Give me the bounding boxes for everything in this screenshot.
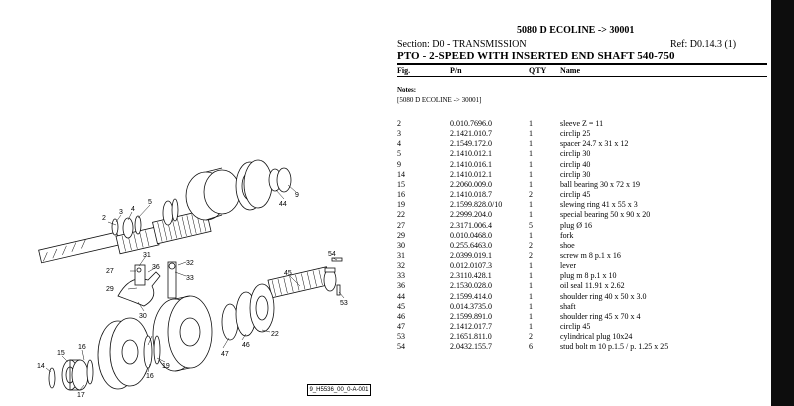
heading-rule [397,63,767,65]
part-name: plug Ø 16 [560,220,592,230]
part-number: 0.014.3735.0 [450,301,492,311]
part-number: 2.1599.828.0/10 [450,200,503,210]
part-name: spacer 24.7 x 31 x 12 [560,139,629,149]
part-fig: 16 [397,190,405,200]
callout-30: 30 [139,313,147,320]
part-fig: 46 [397,311,405,321]
ring-47 [222,304,238,340]
part-name: special bearing 50 x 90 x 20 [560,210,651,220]
part-fig: 44 [397,291,405,301]
plug-53 [337,285,340,295]
part-name: lever [560,261,576,271]
part-qty: 1 [529,291,533,301]
callout-3: 3 [119,209,123,216]
part-number: 2.1599.891.0 [450,311,492,321]
part-number: 2.1421.010.7 [450,129,492,139]
part-number: 0.010.7696.0 [450,119,492,128]
part-qty: 1 [529,169,533,179]
part-qty: 2 [529,332,533,342]
part-name: sleeve Z = 11 [560,119,604,128]
part-name: circlip 45 [560,190,591,200]
callout-15: 15 [57,350,65,357]
ring-9 [277,168,291,192]
part-qty: 1 [529,149,533,159]
ring-5 [135,216,141,234]
part-fig: 54 [397,342,405,352]
callout-5: 5 [148,199,152,206]
callout-4: 4 [131,206,135,213]
col-header-name: Name [560,66,580,75]
part-qty: 1 [529,230,533,240]
part-fig: 31 [397,250,405,260]
model-title: 5080 D ECOLINE -> 30001 [517,25,635,36]
callout-16-b: 16 [146,373,154,380]
callout-16-a: 16 [78,344,86,351]
part-qty: 1 [529,281,533,291]
part-name: fork [560,230,574,240]
part-number: 2.2060.009.0 [450,179,492,189]
part-fig: 29 [397,230,405,240]
part-name: shoulder ring 45 x 70 x 4 [560,311,641,321]
part-name: cylindrical plug 10x24 [560,332,633,342]
part-number: 2.1410.018.7 [450,190,492,200]
part-name: plug m 8 p.1 x 10 [560,271,617,281]
part-number: 2.3110.428.1 [450,271,492,281]
callout-17: 17 [77,392,85,399]
part-qty: 1 [529,322,533,331]
col-header-fig: Fig. [397,66,411,75]
part-fig: 9 [397,159,401,169]
part-fig: 4 [397,139,401,149]
part-name: circlip 25 [560,129,591,139]
part-qty: 1 [529,261,533,271]
ring-3 [112,219,118,235]
diagram-drawing [0,0,395,406]
exploded-diagram [0,0,395,406]
bearing-upper [236,160,272,210]
part-number: 2.1410.016.1 [450,159,492,169]
part-number: 2.1651.811.0 [450,332,492,342]
callout-36: 36 [152,264,160,271]
part-fig: 14 [397,169,405,179]
part-number: 2.1412.017.7 [450,322,492,331]
part-name: stud bolt m 10 p.1.5 / p. 1.25 x 25 [560,342,669,352]
col-header-pn: P/n [450,66,462,75]
part-name: shaft [560,301,576,311]
ring-16a [154,336,160,364]
part-qty: 1 [529,210,533,220]
part-qty: 1 [529,301,533,311]
part-number: 2.1410.012.1 [450,149,492,159]
part-qty: 2 [529,240,533,250]
part-number: 2.1410.012.1 [450,169,492,179]
shaft-lower [268,267,336,298]
part-fig: 19 [397,200,405,210]
reference-label: Ref: D0.14.3 (1) [670,39,737,50]
part-fig: 53 [397,332,405,342]
part-name: circlip 30 [560,169,591,179]
part-fig: 47 [397,322,405,331]
part-number: 2.1599.414.0 [450,291,492,301]
notes-text: [5080 D ECOLINE -> 30001] [397,96,482,104]
part-name: circlip 30 [560,149,591,159]
part-qty: 2 [529,250,533,260]
callout-54: 54 [328,251,336,258]
part-qty: 6 [529,342,533,352]
part-qty: 1 [529,159,533,169]
notes-label: Notes: [397,86,417,94]
bearing-15 [62,360,88,390]
part-fig: 27 [397,220,405,230]
callout-22: 22 [271,331,279,338]
callout-31: 31 [143,252,151,259]
part-number: 2.3171.006.4 [450,220,492,230]
part-name: screw m 8 p.1 x 16 [560,250,621,260]
part-qty: 1 [529,129,533,139]
callout-33: 33 [186,275,194,282]
part-qty: 1 [529,179,533,189]
part-qty: 1 [529,271,533,281]
ring-19 [144,336,152,368]
figure-code: 9_H5536_00_0-A-001 [307,384,371,396]
part-number: 2.2999.204.0 [450,210,492,220]
part-fig: 36 [397,281,405,291]
part-number: 2.1530.028.0 [450,281,492,291]
viewer-edge [771,0,794,406]
callout-46: 46 [242,342,250,349]
part-number: 2.1549.172.0 [450,139,492,149]
callout-9: 9 [295,192,299,199]
callout-44: 44 [279,201,287,208]
part-number: 2.0399.019.1 [450,250,492,260]
callout-19: 19 [162,363,170,370]
callout-47: 47 [221,351,229,358]
part-name: circlip 45 [560,322,591,331]
part-fig: 3 [397,129,401,139]
part-name: circlip 40 [560,159,591,169]
part-qty: 2 [529,190,533,200]
callout-27: 27 [106,268,114,275]
part-name: shoe [560,240,575,250]
part-qty: 1 [529,119,533,128]
part-fig: 22 [397,210,405,220]
part-fig: 45 [397,301,405,311]
part-number: 0.010.0468.0 [450,230,492,240]
part-name: slewing ring 41 x 55 x 3 [560,200,638,210]
part-name: ball bearing 30 x 72 x 19 [560,179,640,189]
ring-16b [87,360,93,384]
part-fig: 5 [397,149,401,159]
part-qty: 5 [529,220,533,230]
fork-assembly [118,262,176,306]
header-rule [397,76,767,77]
part-fig: 15 [397,179,405,189]
part-fig: 32 [397,261,405,271]
part-fig: 2 [397,119,401,128]
callout-2: 2 [102,215,106,222]
part-name: shoulder ring 40 x 50 x 3.0 [560,291,647,301]
callout-29: 29 [106,286,114,293]
callout-45: 45 [284,270,292,277]
part-name: oil seal 11.91 x 2.62 [560,281,625,291]
part-qty: 1 [529,311,533,321]
ring-4 [123,218,133,238]
callout-14: 14 [37,363,45,370]
part-number: 0.012.0107.3 [450,261,492,271]
part-number: 0.255.6463.0 [450,240,492,250]
section-label: Section: D0 - TRANSMISSION [397,39,527,50]
callout-32: 32 [186,260,194,267]
part-qty: 1 [529,200,533,210]
page-heading: PTO - 2-SPEED WITH INSERTED END SHAFT 540-750 [397,50,675,62]
part-qty: 1 [529,139,533,149]
gear-upper [186,168,240,220]
part-number: 2.0432.155.7 [450,342,492,352]
part-fig: 30 [397,240,405,250]
col-header-qty: QTY [529,66,547,75]
callout-53: 53 [340,300,348,307]
part-fig: 33 [397,271,405,281]
